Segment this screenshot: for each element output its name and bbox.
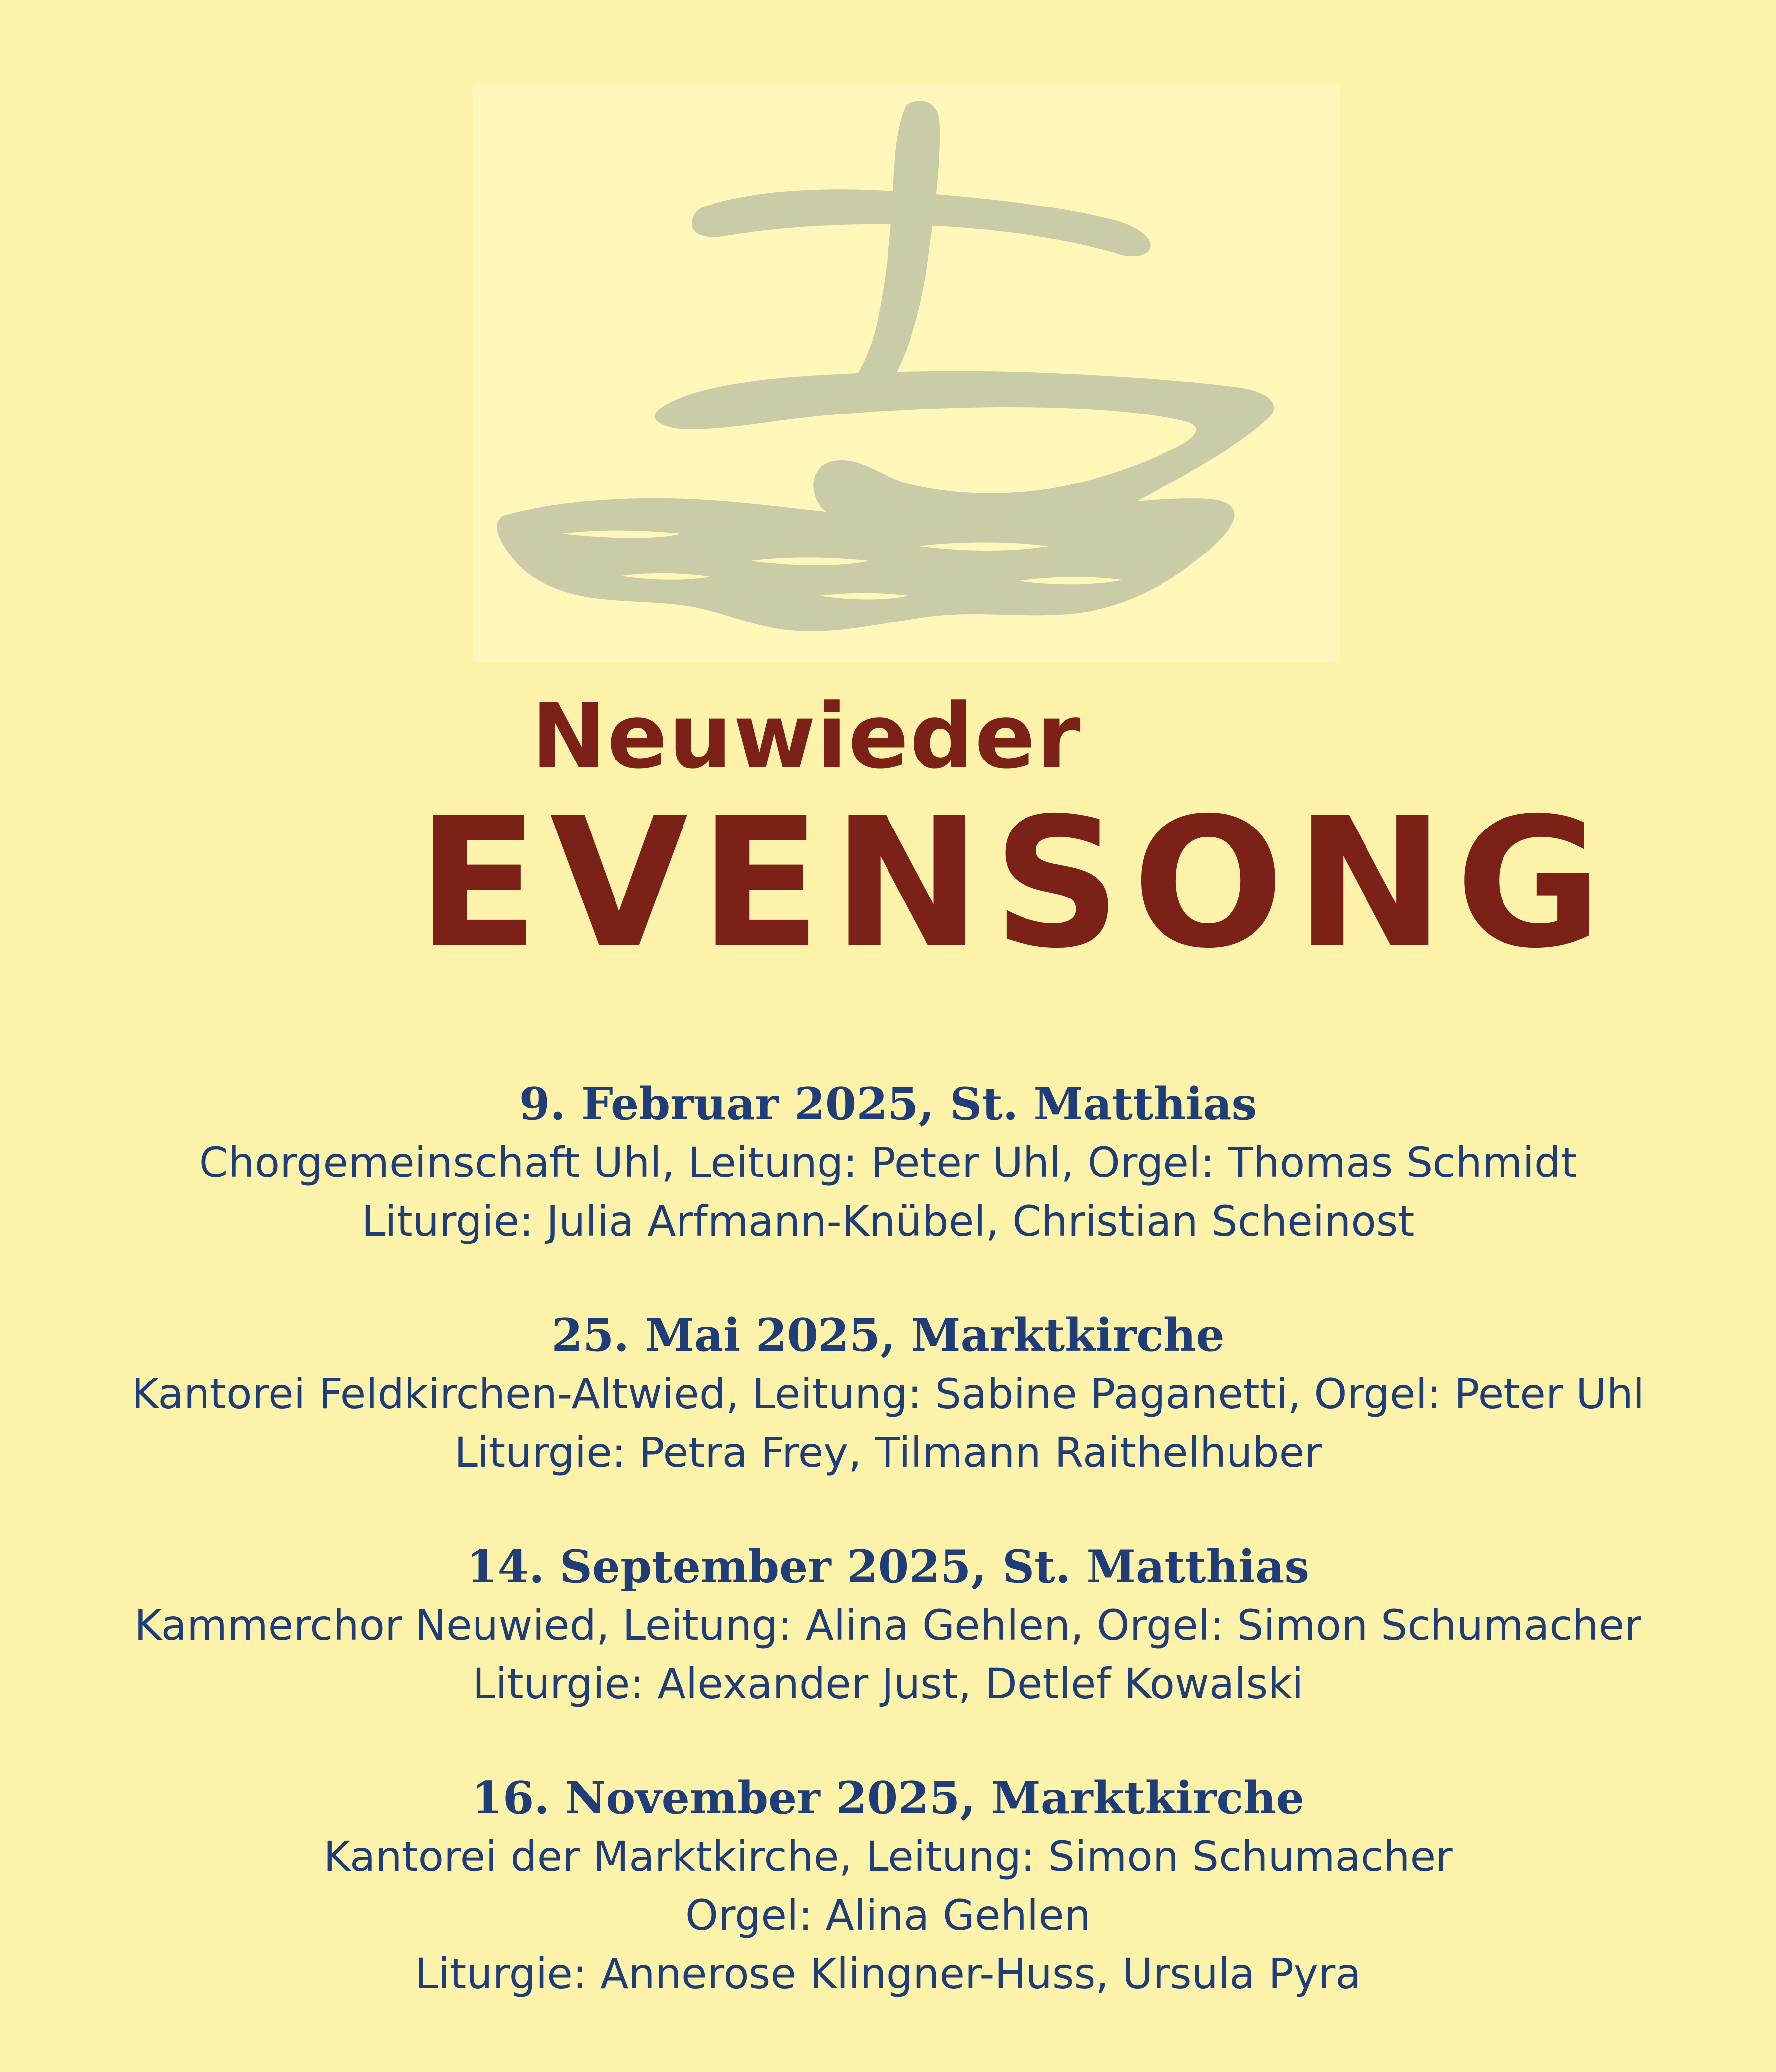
event-detail-line: Chorgemeinschaft Uhl, Leitung: Peter Uhl, Orgel: Thomas Schmidt (199, 1138, 1577, 1187)
event-heading: 16. November 2025, Marktkirche (472, 1772, 1304, 1824)
event-detail-line: Kantorei der Marktkirche, Leitung: Simon Schumacher (323, 1832, 1453, 1881)
event-list (0, 1075, 1776, 2059)
event-detail-line: Orgel: Alina Gehlen (685, 1891, 1091, 1939)
title-main: EVENSONG (417, 779, 1613, 987)
event-heading: 9. Februar 2025, St. Matthias (519, 1078, 1257, 1130)
event-detail-line: Liturgie: Petra Frey, Tilmann Raithelhuber (454, 1428, 1322, 1477)
event-detail-line: Kantorei Feldkirchen-Altwied, Leitung: Sabine Paganetti, Orgel: Peter Uhl (131, 1370, 1645, 1418)
event-heading: 25. Mai 2025, Marktkirche (551, 1309, 1225, 1362)
event-heading: 14. September 2025, St. Matthias (466, 1540, 1310, 1593)
event-detail-line: Liturgie: Julia Arfmann-Knübel, Christian Scheinost (361, 1197, 1415, 1245)
event-detail-line: Liturgie: Annerose Klingner-Huss, Ursula Pyra (415, 1949, 1361, 1998)
event-item (0, 1537, 1776, 1713)
event-item (0, 1306, 1776, 1482)
event-item (0, 1769, 1776, 2003)
event-item (0, 1075, 1776, 1250)
logo (473, 84, 1340, 662)
event-detail-line: Kammerchor Neuwied, Leitung: Alina Gehlen, Orgel: Simon Schumacher (135, 1601, 1641, 1650)
cross-boat-logo-icon (473, 84, 1340, 662)
event-detail-line: Liturgie: Alexander Just, Detlef Kowalski (472, 1659, 1304, 1708)
title-subtitle: Neuwieder (531, 685, 1082, 789)
